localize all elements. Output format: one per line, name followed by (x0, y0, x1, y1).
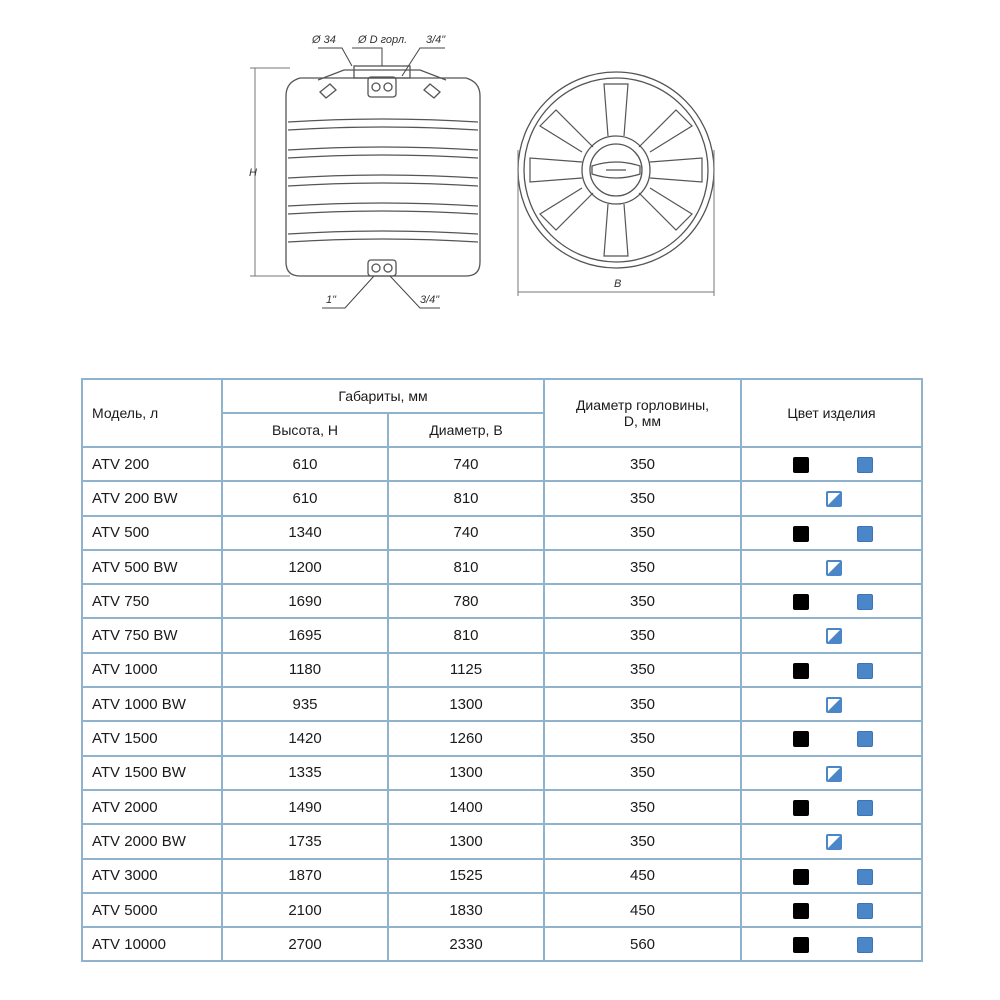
blue-color-swatch (857, 594, 873, 610)
header-dimensions: Габариты, мм (222, 379, 544, 413)
diameter-cell: 1300 (388, 687, 544, 721)
neck-cell: 350 (544, 550, 741, 584)
diameter-cell: 1525 (388, 859, 544, 893)
table-row (82, 790, 922, 824)
diameter-cell: 1260 (388, 721, 544, 755)
black-color-swatch (793, 594, 809, 610)
blue-color-swatch (857, 526, 873, 542)
model-cell: ATV 1000 (82, 653, 222, 687)
table-row (82, 824, 922, 858)
model-cell: ATV 200 (82, 447, 222, 481)
height-cell: 1695 (222, 618, 388, 652)
color-cell (741, 618, 922, 652)
height-cell: 1180 (222, 653, 388, 687)
header-height: Высота, H (222, 413, 388, 447)
diameter-cell: 1300 (388, 824, 544, 858)
neck-cell: 350 (544, 687, 741, 721)
diameter-cell: 810 (388, 618, 544, 652)
height-cell: 2100 (222, 893, 388, 927)
table-row (82, 859, 922, 893)
color-cell (741, 687, 922, 721)
height-cell: 1200 (222, 550, 388, 584)
table-row (82, 893, 922, 927)
blue-color-swatch (857, 937, 873, 953)
neck-cell: 350 (544, 584, 741, 618)
height-cell: 1420 (222, 721, 388, 755)
color-cell (741, 653, 922, 687)
model-cell: ATV 10000 (82, 927, 222, 961)
blue-color-swatch (857, 800, 873, 816)
color-cell (741, 824, 922, 858)
color-cell (741, 859, 922, 893)
neck-cell: 350 (544, 824, 741, 858)
table-header (82, 379, 922, 447)
color-cell (741, 516, 922, 550)
height-cell: 1735 (222, 824, 388, 858)
diameter-cell: 1830 (388, 893, 544, 927)
black-color-swatch (793, 903, 809, 919)
tank-side-view (250, 48, 480, 308)
color-cell (741, 756, 922, 790)
blue-white-color-swatch (826, 628, 842, 644)
blue-white-color-swatch (826, 491, 842, 507)
header-neck-diameter (544, 379, 741, 447)
table-body (82, 447, 922, 961)
neck-cell: 450 (544, 859, 741, 893)
neck-cell: 350 (544, 481, 741, 515)
height-cell: 610 (222, 447, 388, 481)
diameter-cell: 810 (388, 481, 544, 515)
blue-white-color-swatch (826, 697, 842, 713)
table-row (82, 584, 922, 618)
table-row (82, 756, 922, 790)
height-cell: 1335 (222, 756, 388, 790)
table-row (82, 927, 922, 961)
neck-cell: 350 (544, 447, 741, 481)
thread-bottom-label: 3/4" (420, 294, 440, 306)
blue-white-color-swatch (826, 560, 842, 576)
model-cell: ATV 500 (82, 516, 222, 550)
height-label: H (249, 167, 257, 179)
model-cell: ATV 2000 (82, 790, 222, 824)
header-model: Модель, л (82, 379, 222, 447)
header-neck-line2: D, мм (623, 413, 662, 429)
table-row (82, 721, 922, 755)
blue-color-swatch (857, 903, 873, 919)
blue-white-color-swatch (826, 834, 842, 850)
neck-cell: 450 (544, 893, 741, 927)
header-neck-line1: Диаметр горловины, (575, 397, 710, 413)
table-row (82, 618, 922, 652)
black-color-swatch (793, 663, 809, 679)
spec-table (81, 378, 923, 962)
blue-color-swatch (857, 731, 873, 747)
diameter-cell: 740 (388, 516, 544, 550)
table-row (82, 653, 922, 687)
color-cell (741, 721, 922, 755)
black-color-swatch (793, 800, 809, 816)
tank-top-view (518, 72, 714, 296)
neck-cell: 350 (544, 721, 741, 755)
color-cell (741, 481, 922, 515)
black-color-swatch (793, 869, 809, 885)
model-cell: ATV 200 BW (82, 481, 222, 515)
model-cell: ATV 1500 BW (82, 756, 222, 790)
model-cell: ATV 1500 (82, 721, 222, 755)
table-row (82, 550, 922, 584)
table-row (82, 687, 922, 721)
height-cell: 610 (222, 481, 388, 515)
model-cell: ATV 1000 BW (82, 687, 222, 721)
height-cell: 2700 (222, 927, 388, 961)
table-row (82, 481, 922, 515)
diameter-cell: 780 (388, 584, 544, 618)
neck-cell: 350 (544, 756, 741, 790)
height-cell: 1690 (222, 584, 388, 618)
neck-cell: 350 (544, 516, 741, 550)
diameter-cell: 810 (388, 550, 544, 584)
black-color-swatch (793, 731, 809, 747)
height-cell: 1340 (222, 516, 388, 550)
diameter-cell: 1400 (388, 790, 544, 824)
model-cell: ATV 3000 (82, 859, 222, 893)
header-diameter: Диаметр, B (388, 413, 544, 447)
color-cell (741, 893, 922, 927)
blue-color-swatch (857, 663, 873, 679)
header-color: Цвет изделия (741, 379, 922, 447)
height-cell: 935 (222, 687, 388, 721)
diameter-cell: 1125 (388, 653, 544, 687)
diameter-cell: 1300 (388, 756, 544, 790)
neck-cell: 350 (544, 790, 741, 824)
table-row (82, 516, 922, 550)
neck-cell: 350 (544, 653, 741, 687)
black-color-swatch (793, 457, 809, 473)
model-cell: ATV 5000 (82, 893, 222, 927)
model-cell: ATV 2000 BW (82, 824, 222, 858)
blue-white-color-swatch (826, 766, 842, 782)
diameter-cell: 2330 (388, 927, 544, 961)
inch-outlet-label: 1" (326, 294, 337, 306)
blue-color-swatch (857, 869, 873, 885)
model-cell: ATV 750 (82, 584, 222, 618)
diameter-cell: 740 (388, 447, 544, 481)
tank-drawings (0, 0, 1000, 340)
hole-diameter-label: Ø 34 (312, 34, 336, 46)
diameter-label: B (614, 278, 622, 290)
color-cell (741, 927, 922, 961)
color-cell (741, 550, 922, 584)
table-row (82, 447, 922, 481)
black-color-swatch (793, 526, 809, 542)
color-cell (741, 447, 922, 481)
neck-cell: 350 (544, 618, 741, 652)
neck-cell: 560 (544, 927, 741, 961)
color-cell (741, 584, 922, 618)
model-cell: ATV 750 BW (82, 618, 222, 652)
model-cell: ATV 500 BW (82, 550, 222, 584)
black-color-swatch (793, 937, 809, 953)
blue-color-swatch (857, 457, 873, 473)
thread-top-label: 3/4" (426, 34, 446, 46)
neck-diameter-label: Ø D горл. (358, 34, 408, 46)
color-cell (741, 790, 922, 824)
height-cell: 1870 (222, 859, 388, 893)
height-cell: 1490 (222, 790, 388, 824)
